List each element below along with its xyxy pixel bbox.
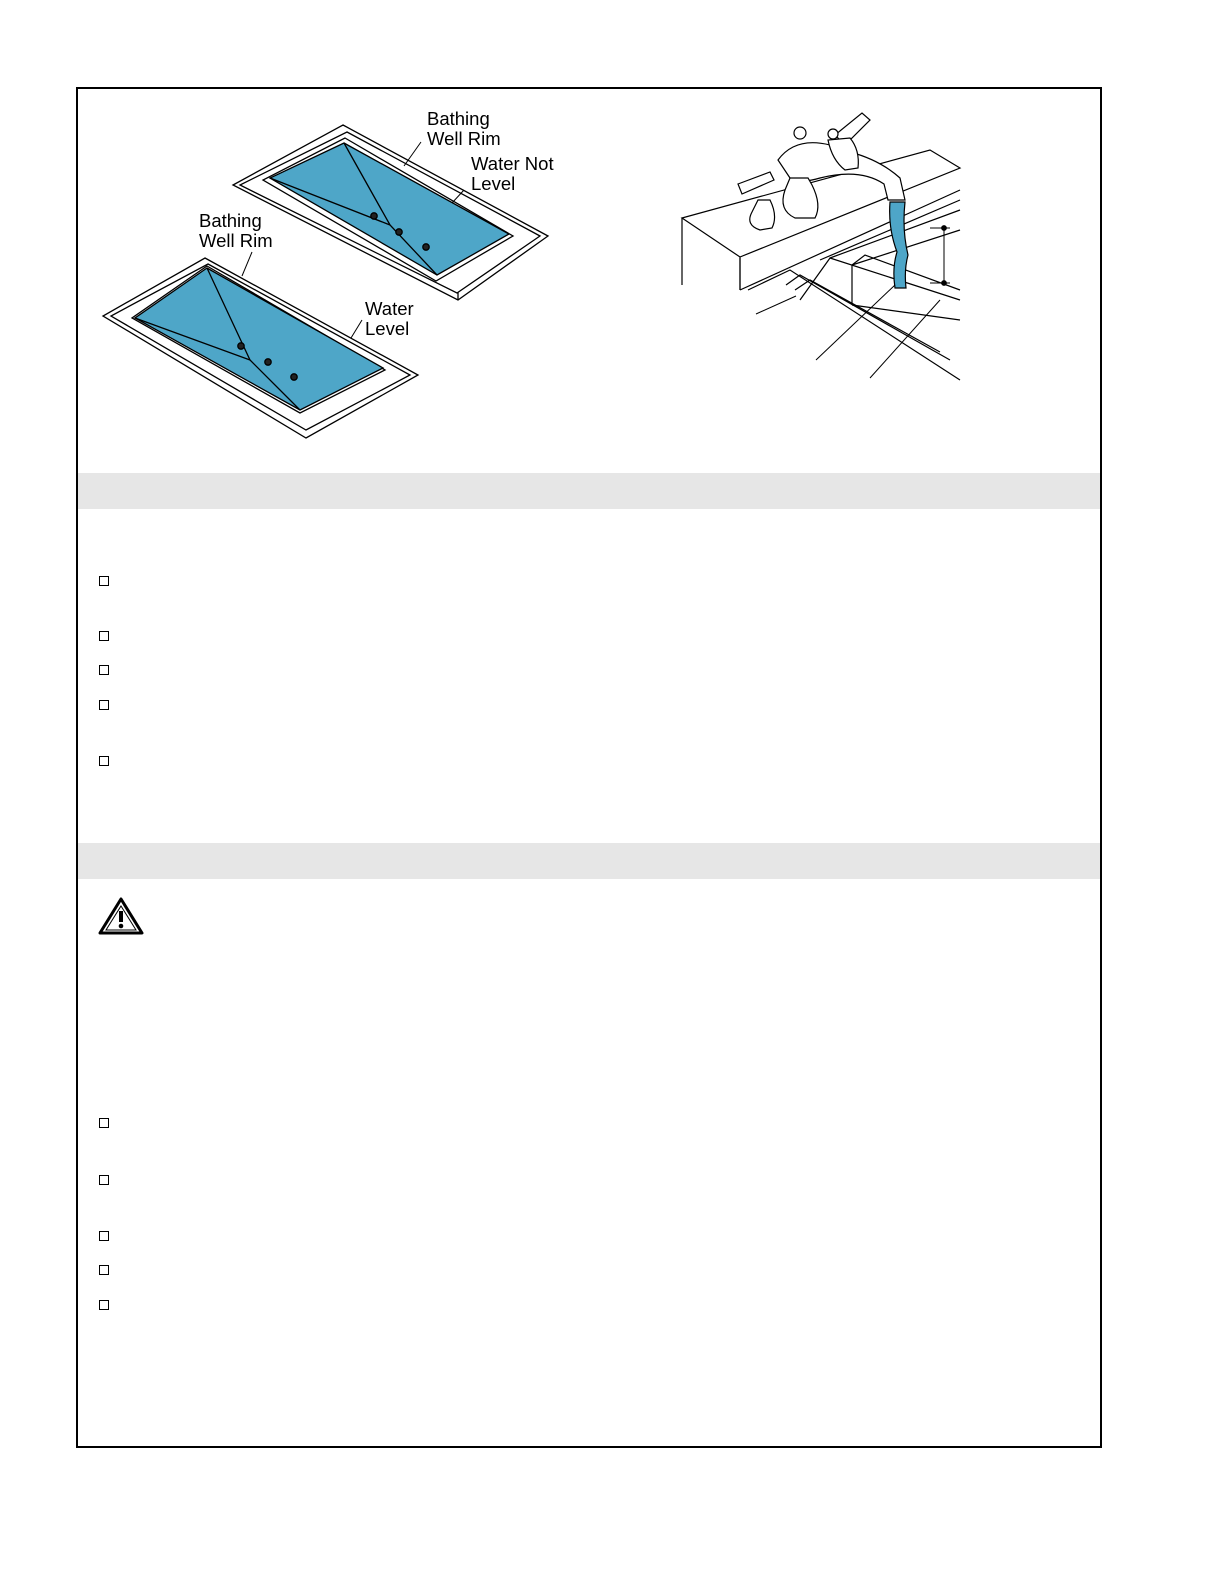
lower-rim-label-line2: Well Rim xyxy=(199,230,273,251)
checklist-checkbox[interactable] xyxy=(99,756,109,766)
upper-rim-label-line1: Bathing xyxy=(427,108,490,129)
lower-water-label-line1: Water xyxy=(365,298,414,319)
checklist-checkbox[interactable] xyxy=(99,1265,109,1275)
section-header-band-2 xyxy=(78,843,1100,879)
checklist-checkbox[interactable] xyxy=(99,576,109,586)
checklist-checkbox[interactable] xyxy=(99,1231,109,1241)
lower-rim-label-line1: Bathing xyxy=(199,210,262,231)
checklist-checkbox[interactable] xyxy=(99,700,109,710)
upper-water-label-line1: Water Not xyxy=(471,153,554,174)
checklist-checkbox[interactable] xyxy=(99,1300,109,1310)
tub-upper-illustration xyxy=(233,125,548,300)
section-header-band-1 xyxy=(78,473,1100,509)
faucet-figure xyxy=(675,105,970,405)
checklist-checkbox[interactable] xyxy=(99,631,109,641)
upper-rim-callout xyxy=(427,109,501,149)
warning-triangle-icon xyxy=(98,896,144,936)
checklist-checkbox[interactable] xyxy=(99,1118,109,1128)
tub-lower-illustration xyxy=(103,258,418,438)
upper-water-callout xyxy=(471,154,554,194)
lower-water-callout xyxy=(365,299,414,339)
lower-water-label-line2: Level xyxy=(365,318,410,339)
lower-rim-callout xyxy=(199,211,273,251)
upper-rim-label-line2: Well Rim xyxy=(427,128,501,149)
checklist-checkbox[interactable] xyxy=(99,1175,109,1185)
checklist-checkbox[interactable] xyxy=(99,665,109,675)
upper-water-label-line2: Level xyxy=(471,173,516,194)
